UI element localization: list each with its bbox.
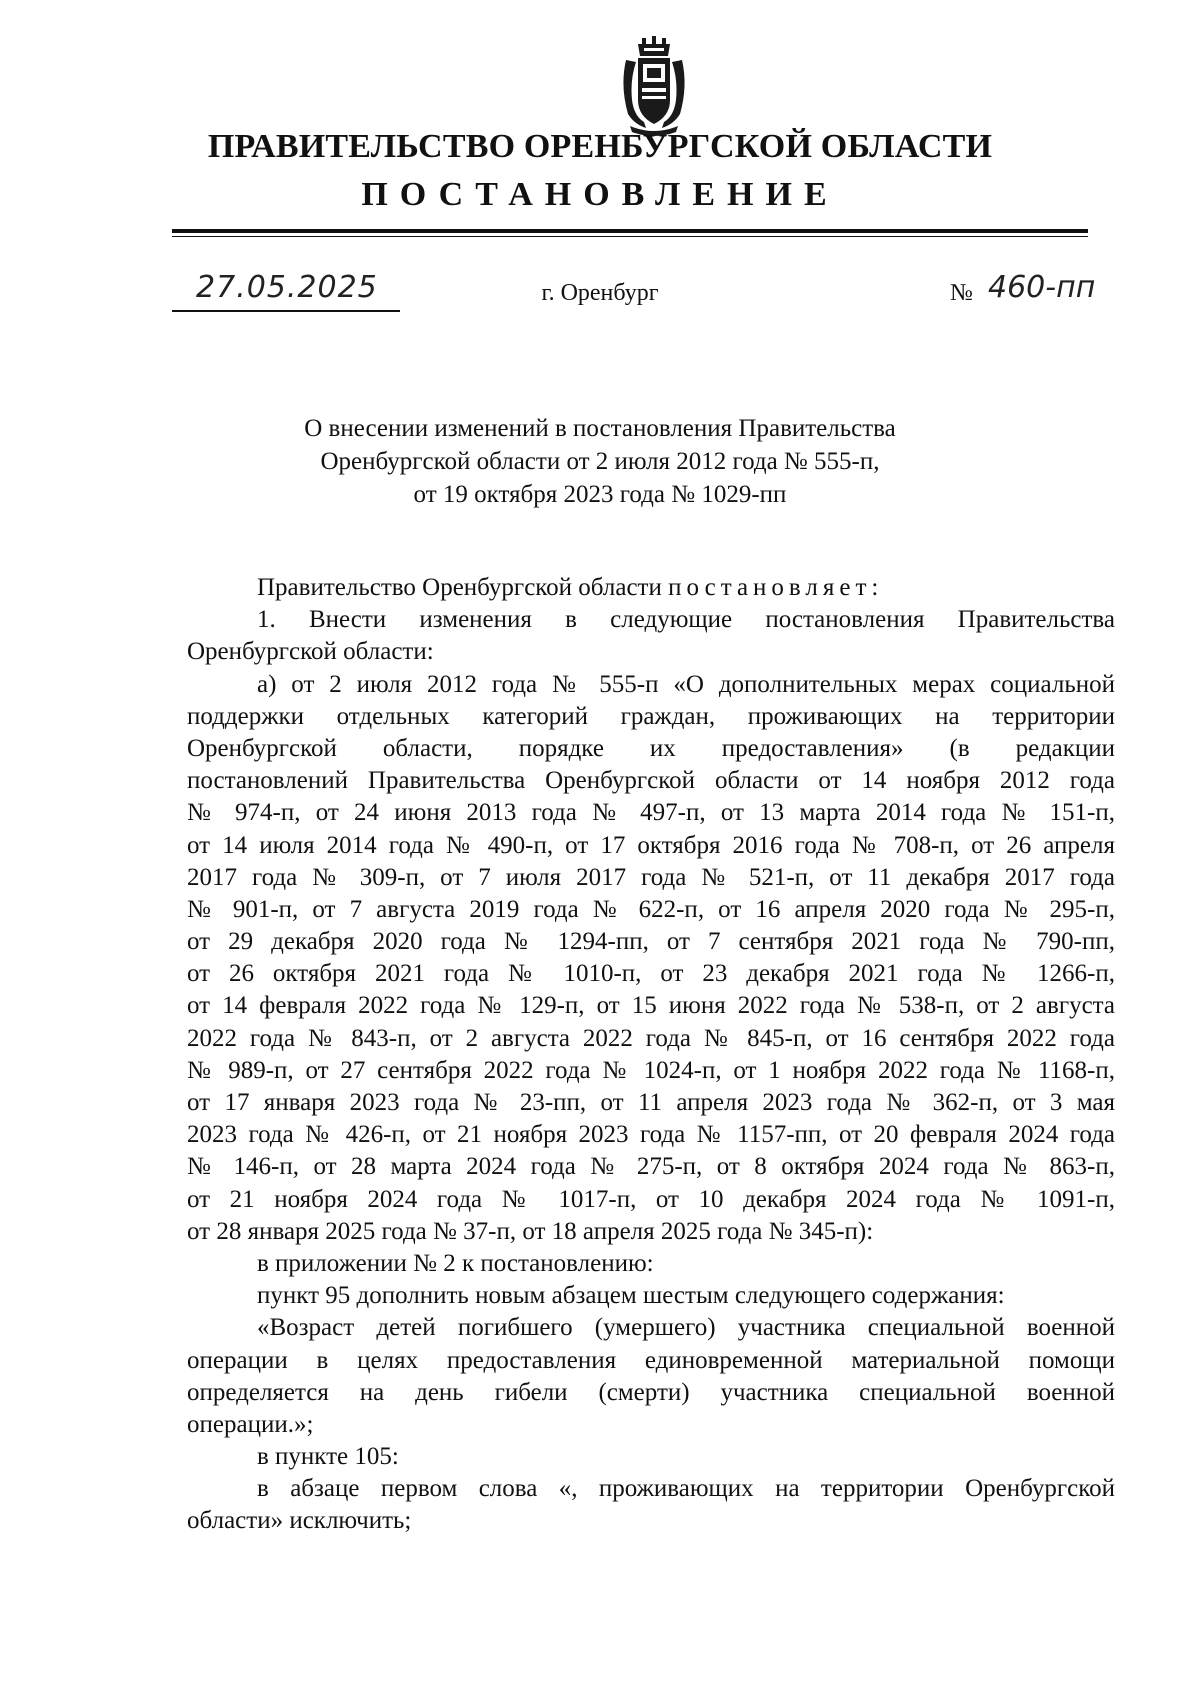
body-line: операции.»; — [187, 1410, 314, 1438]
body-line: 2023 года № 426-п, от 21 ноября 2023 года № 1157-пп, от 20 февраля 2024 года — [187, 1121, 1115, 1149]
body-line: от 17 января 2023 года № 23-пп, от 11 апреля 2023 года № 362-п, от 3 мая — [187, 1089, 1115, 1116]
body-line: 1. Внести изменения в следующие постановления Правительства — [257, 606, 1115, 634]
subject-line: от 19 октября 2023 года № 1029-пп — [413, 481, 787, 508]
intro-decree-word: постановляет: — [668, 574, 884, 601]
body-line: в абзаце первом слова «, проживающих на территории Оренбургской — [257, 1475, 1115, 1503]
intro-lead: Правительство Оренбургской области — [257, 574, 669, 601]
body-line: а) от 2 июля 2012 года № 555-п «О дополнительных мерах социальной — [257, 670, 1115, 698]
body-line: 2022 года № 843-п, от 2 августа 2022 года № 845-п, от 16 сентября 2022 года — [187, 1024, 1115, 1052]
body-line: области» исключить; — [187, 1507, 412, 1535]
body-line: пункт 95 дополнить новым абзацем шестым следующего содержания: — [257, 1282, 1005, 1310]
intro-line — [187, 572, 1115, 604]
body-line: № 989-п, от 27 сентября 2022 года № 1024-п, от 1 ноября 2022 года № 1168-п, — [187, 1056, 1115, 1084]
number-sign: № — [950, 280, 973, 306]
handwritten-date: 27.05.2025 — [196, 270, 378, 305]
document-body — [187, 572, 1115, 1538]
body-line: в приложении № 2 к постановлению: — [257, 1249, 654, 1277]
header-rule-thick — [172, 229, 1088, 233]
body-line: от 14 июля 2014 года № 490-п, от 17 октября 2016 года № 708-п, от 26 апреля — [187, 831, 1115, 859]
document-number — [950, 270, 1110, 314]
header-rule-thin — [172, 236, 1088, 237]
organization-title: ПРАВИТЕЛЬСТВО ОРЕНБУРГСКОЙ ОБЛАСТИ — [207, 128, 993, 165]
body-line: от 14 февраля 2022 года № 129-п, от 15 июня 2022 года № 538-п, от 2 августа — [187, 992, 1115, 1020]
body-line: № 901-п, от 7 августа 2019 года № 622-п, от 16 апреля 2020 года № 295-п, — [187, 895, 1115, 923]
body-line: «Возраст детей погибшего (умершего) участника специальной военной — [257, 1314, 1115, 1342]
body-line: 2017 года № 309-п, от 7 июля 2017 года № 521-п, от 11 декабря 2017 года — [187, 863, 1115, 891]
city: г. Оренбург — [541, 280, 659, 306]
body-line: в пункте 105: — [257, 1443, 399, 1471]
handwritten-number: 460-пп — [988, 270, 1096, 305]
body-line: от 21 ноября 2024 года № 1017-п, от 10 декабря 2024 года № 1091-п, — [187, 1185, 1115, 1213]
body-line: от 26 октября 2021 года № 1010-п, от 23 декабря 2021 года № 1266-п, — [187, 960, 1115, 988]
document-type: ПОСТАНОВЛЕНИЕ — [361, 176, 839, 213]
body-line: определяется на день гибели (смерти) участника специальной военной — [187, 1378, 1115, 1406]
body-line: № 974-п, от 24 июня 2013 года № 497-п, от 13 марта 2014 года № 151-п, — [187, 799, 1115, 827]
document-subject — [0, 412, 1200, 511]
body-line: № 146-п, от 28 марта 2024 года № 275-п, от 8 октября 2024 года № 863-п, — [187, 1153, 1115, 1181]
body-line: Оренбургской области, порядке их предоставления» (в редакции — [187, 734, 1115, 762]
body-line: поддержки отдельных категорий граждан, проживающих на территории — [187, 702, 1115, 730]
date-underline — [172, 310, 400, 312]
body-line: постановлений Правительства Оренбургской области от 14 ноября 2012 года — [187, 767, 1115, 795]
body-line: операции в целях предоставления единовременной материальной помощи — [187, 1346, 1115, 1374]
body-line: от 29 декабря 2020 года № 1294-пп, от 7 сентября 2021 года № 790-пп, — [187, 928, 1115, 956]
subject-line: О внесении изменений в постановления Правительства — [304, 415, 896, 442]
subject-line: Оренбургской области от 2 июля 2012 года № 555-п, — [320, 448, 880, 475]
coat-of-arms-icon — [620, 36, 688, 136]
body-line: от 28 января 2025 года № 37-п, от 18 апреля 2025 года № 345-п): — [187, 1217, 874, 1245]
body-line: Оренбургской области: — [187, 638, 434, 666]
